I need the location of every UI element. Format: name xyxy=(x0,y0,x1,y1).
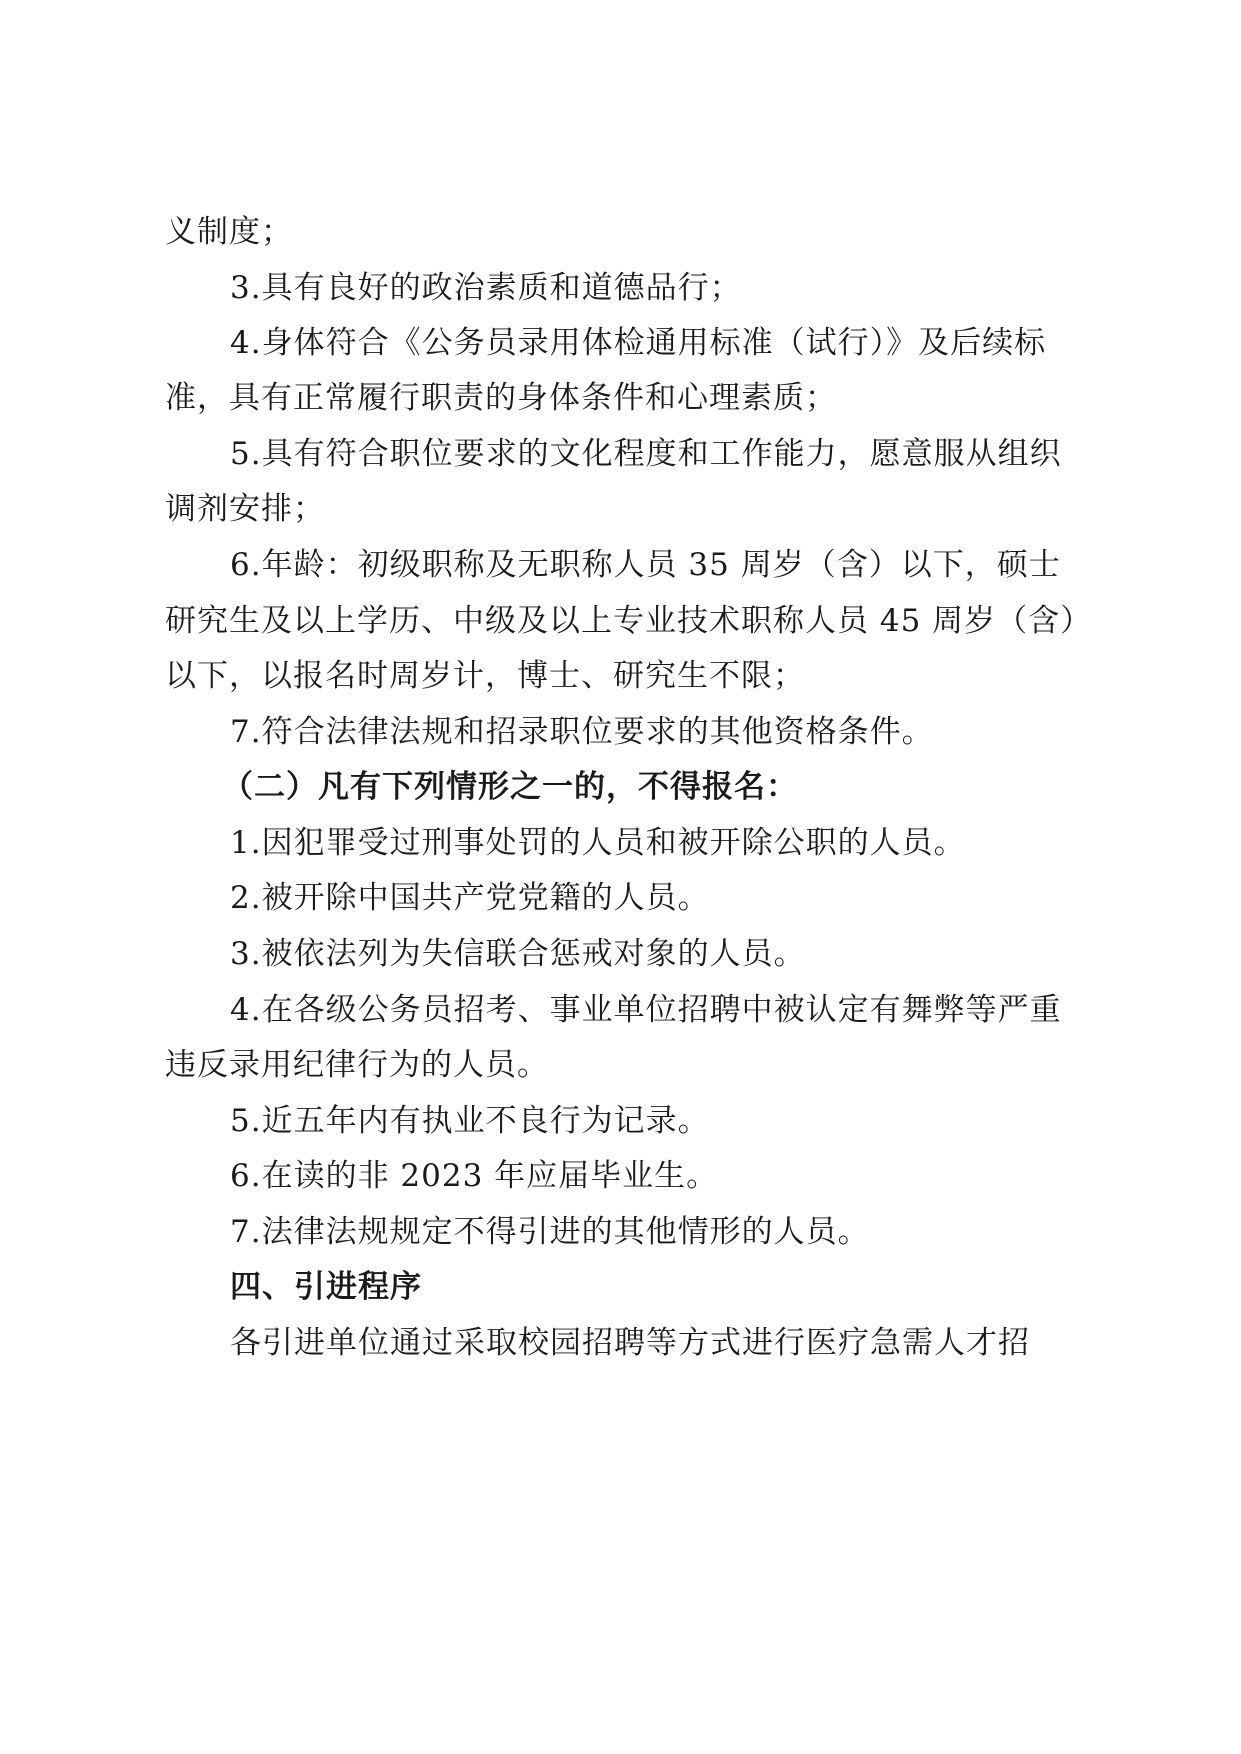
text-line: 3.具有良好的政治素质和道德品行； xyxy=(230,270,742,306)
text-line: 6.年龄：初级职称及无职称人员 35 周岁（含）以下，硕士 xyxy=(230,547,1061,583)
text-line: 以下，以报名时周岁计，博士、研究生不限； xyxy=(165,658,805,694)
text-line: 研究生及以上学历、中级及以上专业技术职称人员 45 周岁（含） xyxy=(165,603,1093,639)
text-line: 3.被依法列为失信联合惩戒对象的人员。 xyxy=(230,936,806,972)
text-line: 6.在读的非 2023 年应届毕业生。 xyxy=(230,1158,719,1194)
text-line: 各引进单位通过采取校园招聘等方式进行医疗急需人才招 xyxy=(230,1325,1030,1361)
text-line: 4.身体符合《公务员录用体检通用标准（试行）》及后续标 xyxy=(230,325,1047,361)
text-line: 义制度； xyxy=(165,214,293,250)
text-line: 准，具有正常履行职责的身体条件和心理素质； xyxy=(165,380,837,416)
text-line: 2.被开除中国共产党党籍的人员。 xyxy=(230,880,710,916)
text-line: 5.近五年内有执业不良行为记录。 xyxy=(230,1103,710,1139)
text-line: 7.符合法律法规和招录职位要求的其他资格条件。 xyxy=(230,714,934,750)
text-line: 5.具有符合职位要求的文化程度和工作能力，愿意服从组织 xyxy=(230,436,1062,472)
text-line: 调剂安排； xyxy=(165,491,325,527)
section-heading: 四、引进程序 xyxy=(230,1269,422,1305)
text-line: 7.法律法规规定不得引进的其他情形的人员。 xyxy=(230,1214,870,1250)
section-heading: （二）凡有下列情形之一的，不得报名： xyxy=(222,769,798,805)
text-line: 违反录用纪律行为的人员。 xyxy=(165,1047,549,1083)
text-line: 1.因犯罪受过刑事处罚的人员和被开除公职的人员。 xyxy=(230,825,966,861)
text-line: 4.在各级公务员招考、事业单位招聘中被认定有舞弊等严重 xyxy=(230,992,1062,1028)
